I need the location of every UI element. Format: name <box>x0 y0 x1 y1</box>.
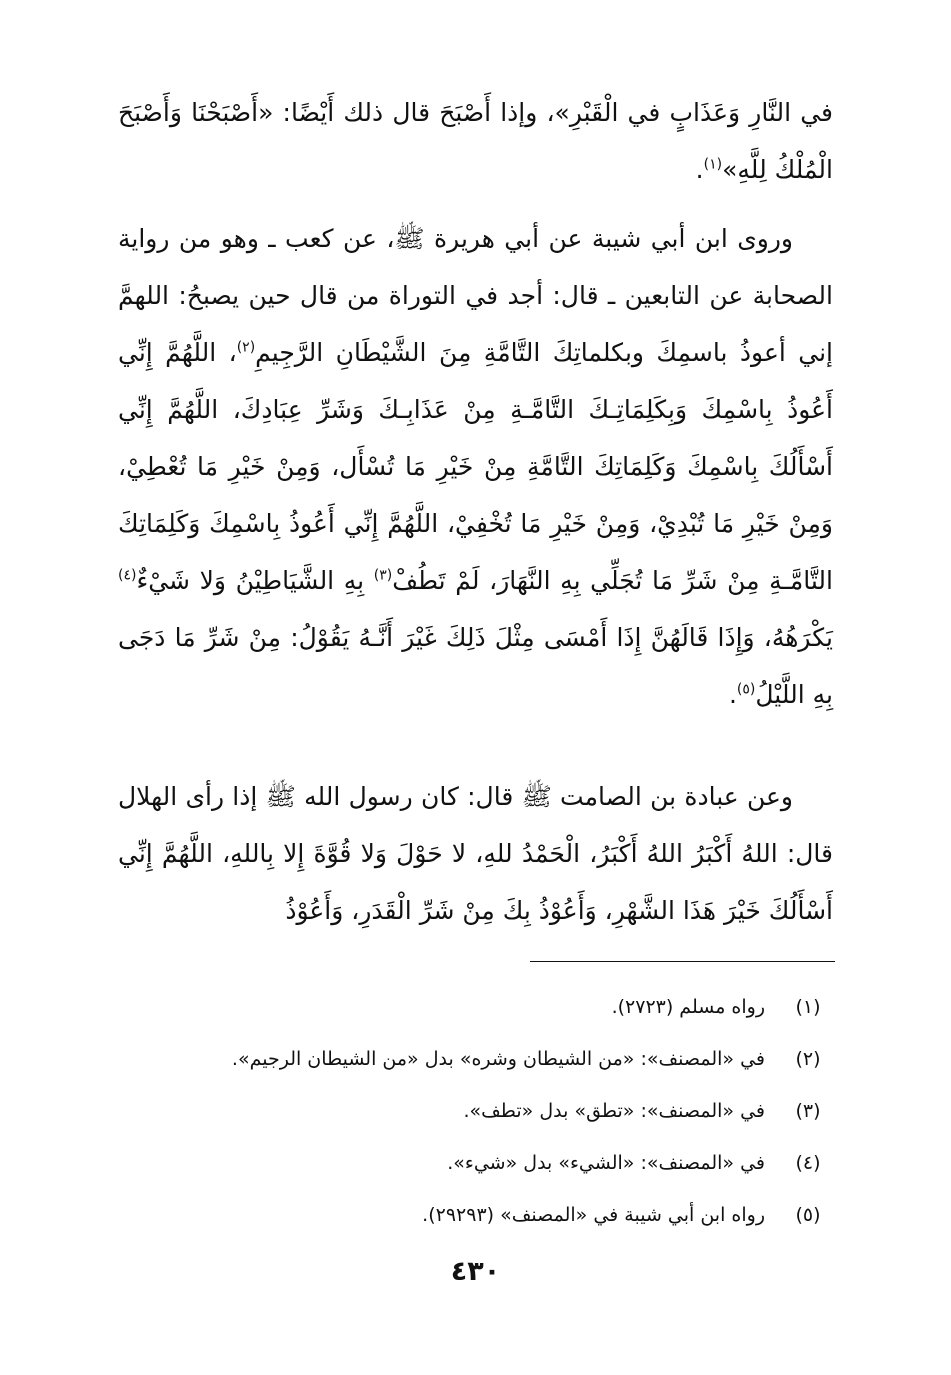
footnote-marker-1: (١) <box>703 156 723 173</box>
footnote-number: (١) <box>795 996 821 1018</box>
footnote-text: في «المصنف»: «الشيء» بدل «شيء». <box>447 1152 765 1174</box>
footnote-number: (٥) <box>795 1204 821 1226</box>
footnote-item <box>118 1085 833 1137</box>
paragraph-2-text-3: بِهِ الشَّيَاطِيْنُ وَلا شَيْءٌ <box>136 566 374 595</box>
footnote-item <box>118 1137 833 1189</box>
footnote-text: في «المصنف»: «من الشيطان وشره» بدل «من الشيطان الرجيم». <box>231 1048 765 1070</box>
footnote-item <box>118 1189 833 1241</box>
footnote-divider <box>530 961 835 962</box>
footnote-number: (٤) <box>795 1152 821 1174</box>
paragraph-2-end: . <box>728 680 737 709</box>
footnotes <box>118 981 833 1241</box>
footnote-number: (٣) <box>795 1100 821 1122</box>
paragraph-1 <box>118 84 833 198</box>
footnote-marker-2: (٢) <box>236 339 256 356</box>
footnote-text: رواه مسلم (٢٧٢٣). <box>611 996 765 1018</box>
footnote-marker-5: (٥) <box>736 681 756 698</box>
footnote-marker-4: (٤) <box>118 567 137 584</box>
page-number: ٤٣٠ <box>450 1256 501 1287</box>
footnote-marker-3: (٣) <box>373 567 393 584</box>
paragraph-3 <box>118 768 833 939</box>
footnote-item <box>118 1033 833 1085</box>
paragraph-2-text-2: ، اللَّهُمَّ إِنِّي أَعُوذُ بِاسْمِكَ وَبِكَلِمَاتِـكَ التَّامَّـةِ مِنْ عَذَابِـكَ وَشَرِّ عِبَادِكَ، اللَّهُمَّ إِنِّي أَسْأَلُكَ بِاسْمِكَ وَكَلِمَاتِكَ التَّامَّةِ مِنْ خَيْرِ مَا تُسْأَل، وَمِنْ خَيْرِ مَا تُعْطِيْ، وَمِنْ خَيْرِ مَا تُبْدِيْ، وَمِنْ خَيْرِ مَا تُخْفِيْ، اللَّهُمَّ إِنِّي أَعُوذُ بِاسْمِكَ وَكَلِمَاتِكَ التَّامَّـةِ مِنْ شَرِّ مَا تُجَلِّي بِهِ النَّهَارَ، لَمْ تَطُفْ <box>118 338 833 595</box>
footnote-item <box>118 981 833 1033</box>
footnote-text: في «المصنف»: «تطق» بدل «تطف». <box>463 1100 765 1122</box>
paragraph-2-text-4: يَكْرَهُهُ، وَإِذَا قَالَهُنَّ إِذَا أَمْسَى مِثْلَ ذَلِكَ غَيْرَ أَنَّـهُ يَقُوْلُ: مِنْ شَرِّ مَا دَجَى بِهِ اللَّيْلُ <box>118 623 833 709</box>
footnote-number: (٢) <box>795 1048 821 1070</box>
paragraph-2 <box>118 210 833 723</box>
paragraph-3-text: وعن عبادة بن الصامت ﷺ قال: كان رسول الله ﷺ إذا رأى الهلال قال: اللهُ أَكْبَرُ اللهُ أَكْبَرُ، الْحَمْدُ للهِ، لا حَوْلَ وَلا قُوَّةَ إِلا بِاللهِ، اللَّهُمَّ إِنِّي أَسْأَلُكَ خَيْرَ هَذَا الشَّهْرِ، وَأَعُوْذُ بِكَ مِنْ شَرِّ الْقَدَرِ، وَأَعُوْذُ <box>118 782 833 925</box>
paragraph-1-text: في النَّارِ وَعَذَابٍ في الْقَبْرِ»، وإذا أَصْبَحَ قال ذلك أَيْضًا: «أَصْبَحْنَا وَأَصْبَحَ الْمُلْكُ لِلَّهِ» <box>118 98 833 184</box>
paragraph-1-end: . <box>695 155 704 184</box>
footnote-text: رواه ابن أبي شيبة في «المصنف» (٢٩٢٩٣). <box>422 1204 765 1226</box>
paragraph-2-text-1: وروى ابن أبي شيبة عن أبي هريرة ﷺ، عن كعب ـ وهو من رواية الصحابة عن التابعين ـ قال: أجد في التوراة من قال حين يصبحُ: اللهمَّ إني أعوذُ باسمِكَ وبكلماتِكَ التَّامَّةِ مِنَ الشَّيْطَانِ الرَّجِيمِ <box>118 224 833 367</box>
